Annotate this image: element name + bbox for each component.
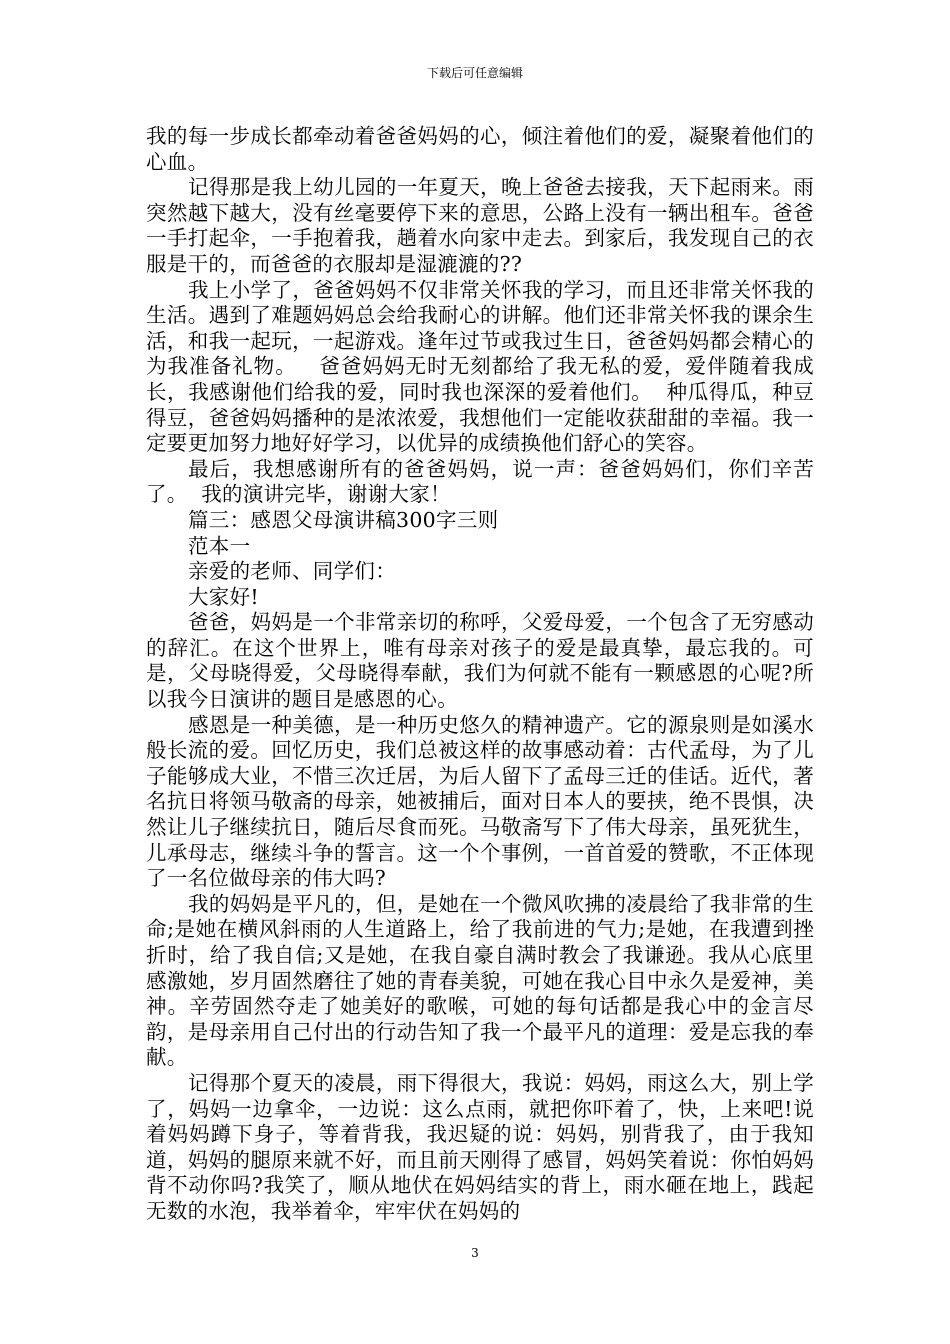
greeting: 大家好! <box>188 584 259 609</box>
paragraph: 我上小学了，爸爸妈妈不仅非常关怀我的学习，而且还非常关怀我的生活。遇到了难题妈妈总会给我耐心的讲解。他们还非常关怀我的课余生活，和我一起玩，一起游戏。逢年过节或我过生日，爸爸妈妈都会精心的为我准备礼物。 爸爸妈妈无时无刻都给了我无私的爱，爱伴随着我成长，我感谢他们给我的爱，同时我也深深的爱着他们。 种瓜得瓜，种豆得豆，爸爸妈妈播种的是浓浓爱，我想他们一定能收获甜甜的幸福。我一定要更加努力地好好学习，以优异的成绩换他们舒心的笑容。 <box>146 277 814 456</box>
page-header: 下载后可任意编辑 <box>426 66 523 80</box>
paragraph: 记得那是我上幼儿园的一年夏天，晚上爸爸去接我，天下起雨来。雨突然越下越大，没有丝毫要停下来的意思，公路上没有一辆出租车。爸爸一手打起伞，一手抱着我，趟着水向家中走去。到家后，我发现自己的衣服是干的，而爸爸的衣服却是湿漉漉的?? <box>146 175 814 276</box>
sample-label: 范本一 <box>188 533 251 558</box>
paragraph: 最后，我想感谢所有的爸爸妈妈，说一声：爸爸妈妈们，你们辛苦了。 我的演讲完毕，谢谢大家！ <box>146 456 814 507</box>
page-number: 3 <box>471 1246 479 1260</box>
paragraph: 我的每一步成长都牵动着爸爸妈妈的心，倾注着他们的爱，凝聚着他们的心血。 <box>146 124 814 174</box>
paragraph: 爸爸，妈妈是一个非常亲切的称呼，父爱母爱，一个包含了无穷感动的辞汇。在这个世界上，唯有母亲对孩子的爱是最真挚，最忘我的。可是，父母晓得爱，父母晓得奉献，我们为何就不能有一颗感恩的心呢?所以我今日演讲的题目是感恩的心。 <box>146 610 814 712</box>
paragraph: 我的妈妈是平凡的，但，是她在一个微风吹拂的凌晨给了我非常的生命;是她在横风斜雨的人生道路上，给了我前进的气力;是她，在我遭到挫折时，给了我自信;又是她，在我自豪自满时教会了我谦逊。我从心底里感激她，岁月固然磨往了她的青春美貌，可她在我心目中永久是爱神，美神。辛劳固然夺走了她美好的歌喉，可她的每句话都是我心中的金言尽韵，是母亲用自己付出的行动告知了我一个最平凡的道理：爱是忘我的奉献。 <box>146 891 814 1070</box>
paragraph: 感恩是一种美德，是一种历史悠久的精神遗产。它的源泉则是如溪水般长流的爱。回忆历史，我们总被这样的故事感动着：古代孟母，为了儿子能够成大业，不惜三次迁居，为后人留下了孟母三迁的佳话。近代，著名抗日将领马敬斋的母亲，她被捕后，面对日本人的要挟，绝不畏惧，决然让儿子继续抗日，随后尽食而死。马敬斋写下了伟大母亲，虽死犹生，儿承母志，继续斗争的誓言。这一个个事例，一首首爱的赞歌，不正体现了一名位做母亲的伟大吗? <box>146 712 814 891</box>
paragraph: 记得那个夏天的凌晨，雨下得很大，我说：妈妈，雨这么大，别上学了，妈妈一边拿伞，一边说：这么点雨，就把你吓着了，快，上来吧!说着妈妈蹲下身子，等着背我，我迟疑的说：妈妈，别背我了，由于我知道，妈妈的腿原来就不好，而且前天刚得了感冒，妈妈笑着说：你怕妈妈背不动你吗?我笑了，顺从地伏在妈妈结实的背上，雨水砸在地上，践起无数的水泡，我举着伞，牢牢伏在妈妈的 <box>146 1070 814 1223</box>
section-heading: 篇三：感恩父母演讲稿300字三则 <box>188 507 499 532</box>
salutation: 亲爱的老师、同学们： <box>188 559 396 584</box>
document-body <box>146 124 814 1225</box>
